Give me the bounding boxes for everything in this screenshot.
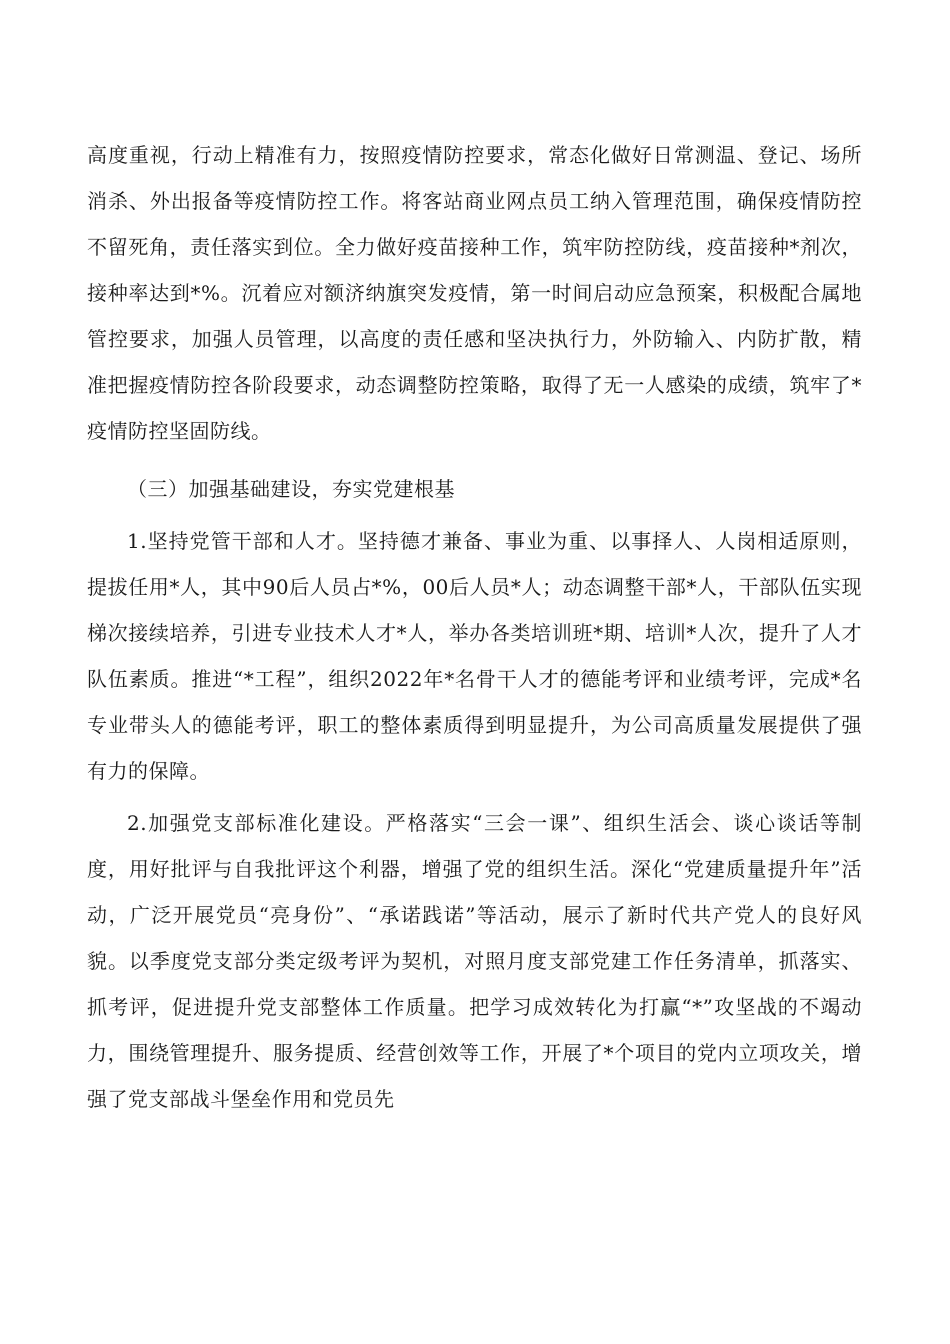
- document-body: [87, 132, 862, 1122]
- paragraph-item-2: 2.加强党支部标准化建设。严格落实“三会一课”、组织生活会、谈心谈话等制度，用好批评与自我批评这个利器，增强了党的组织生活。深化“党建质量提升年”活动，广泛开展党员“亮身份”、“承诺践诺”等活动，展示了新时代共产党人的良好风貌。以季度党支部分类定级考评为契机，对照月度支部党建工作任务清单，抓落实、抓考评，促进提升党支部整体工作质量。把学习成效转化为打赢“*”攻坚战的不竭动力，围绕管理提升、服务提质、经营创效等工作，开展了*个项目的党内立项攻关，增强了党支部战斗堡垒作用和党员先: [87, 811, 862, 1111]
- section-heading: （三）加强基础建设，夯实党建根基: [127, 477, 455, 501]
- paragraph-continuation: 高度重视，行动上精准有力，按照疫情防控要求，常态化做好日常测温、登记、场所消杀、外出报备等疫情防控工作。将客站商业网点员工纳入管理范围，确保疫情防控不留死角，责任落实到位。全力做好疫苗接种工作，筑牢防控防线，疫苗接种*剂次，接种率达到*%。沉着应对额济纳旗突发疫情，第一时间启动应急预案，积极配合属地管控要求，加强人员管理，以高度的责任感和坚决执行力，外防输入、内防扩散，精准把握疫情防控各阶段要求，动态调整防控策略，取得了无一人感染的成绩，筑牢了*疫情防控坚固防线。: [87, 143, 862, 443]
- paragraph-item-1: 1.坚持党管干部和人才。坚持德才兼备、事业为重、以事择人、人岗相适原则，提拔任用*人，其中90后人员占*%，00后人员*人；动态调整干部*人，干部队伍实现梯次接续培养，引进专业技术人才*人，举办各类培训班*期、培训*人次，提升了人才队伍素质。推进“*工程”，组织2022年*名骨干人才的德能考评和业绩考评，完成*名专业带头人的德能考评，职工的整体素质得到明显提升，为公司高质量发展提供了强有力的保障。: [87, 529, 862, 783]
